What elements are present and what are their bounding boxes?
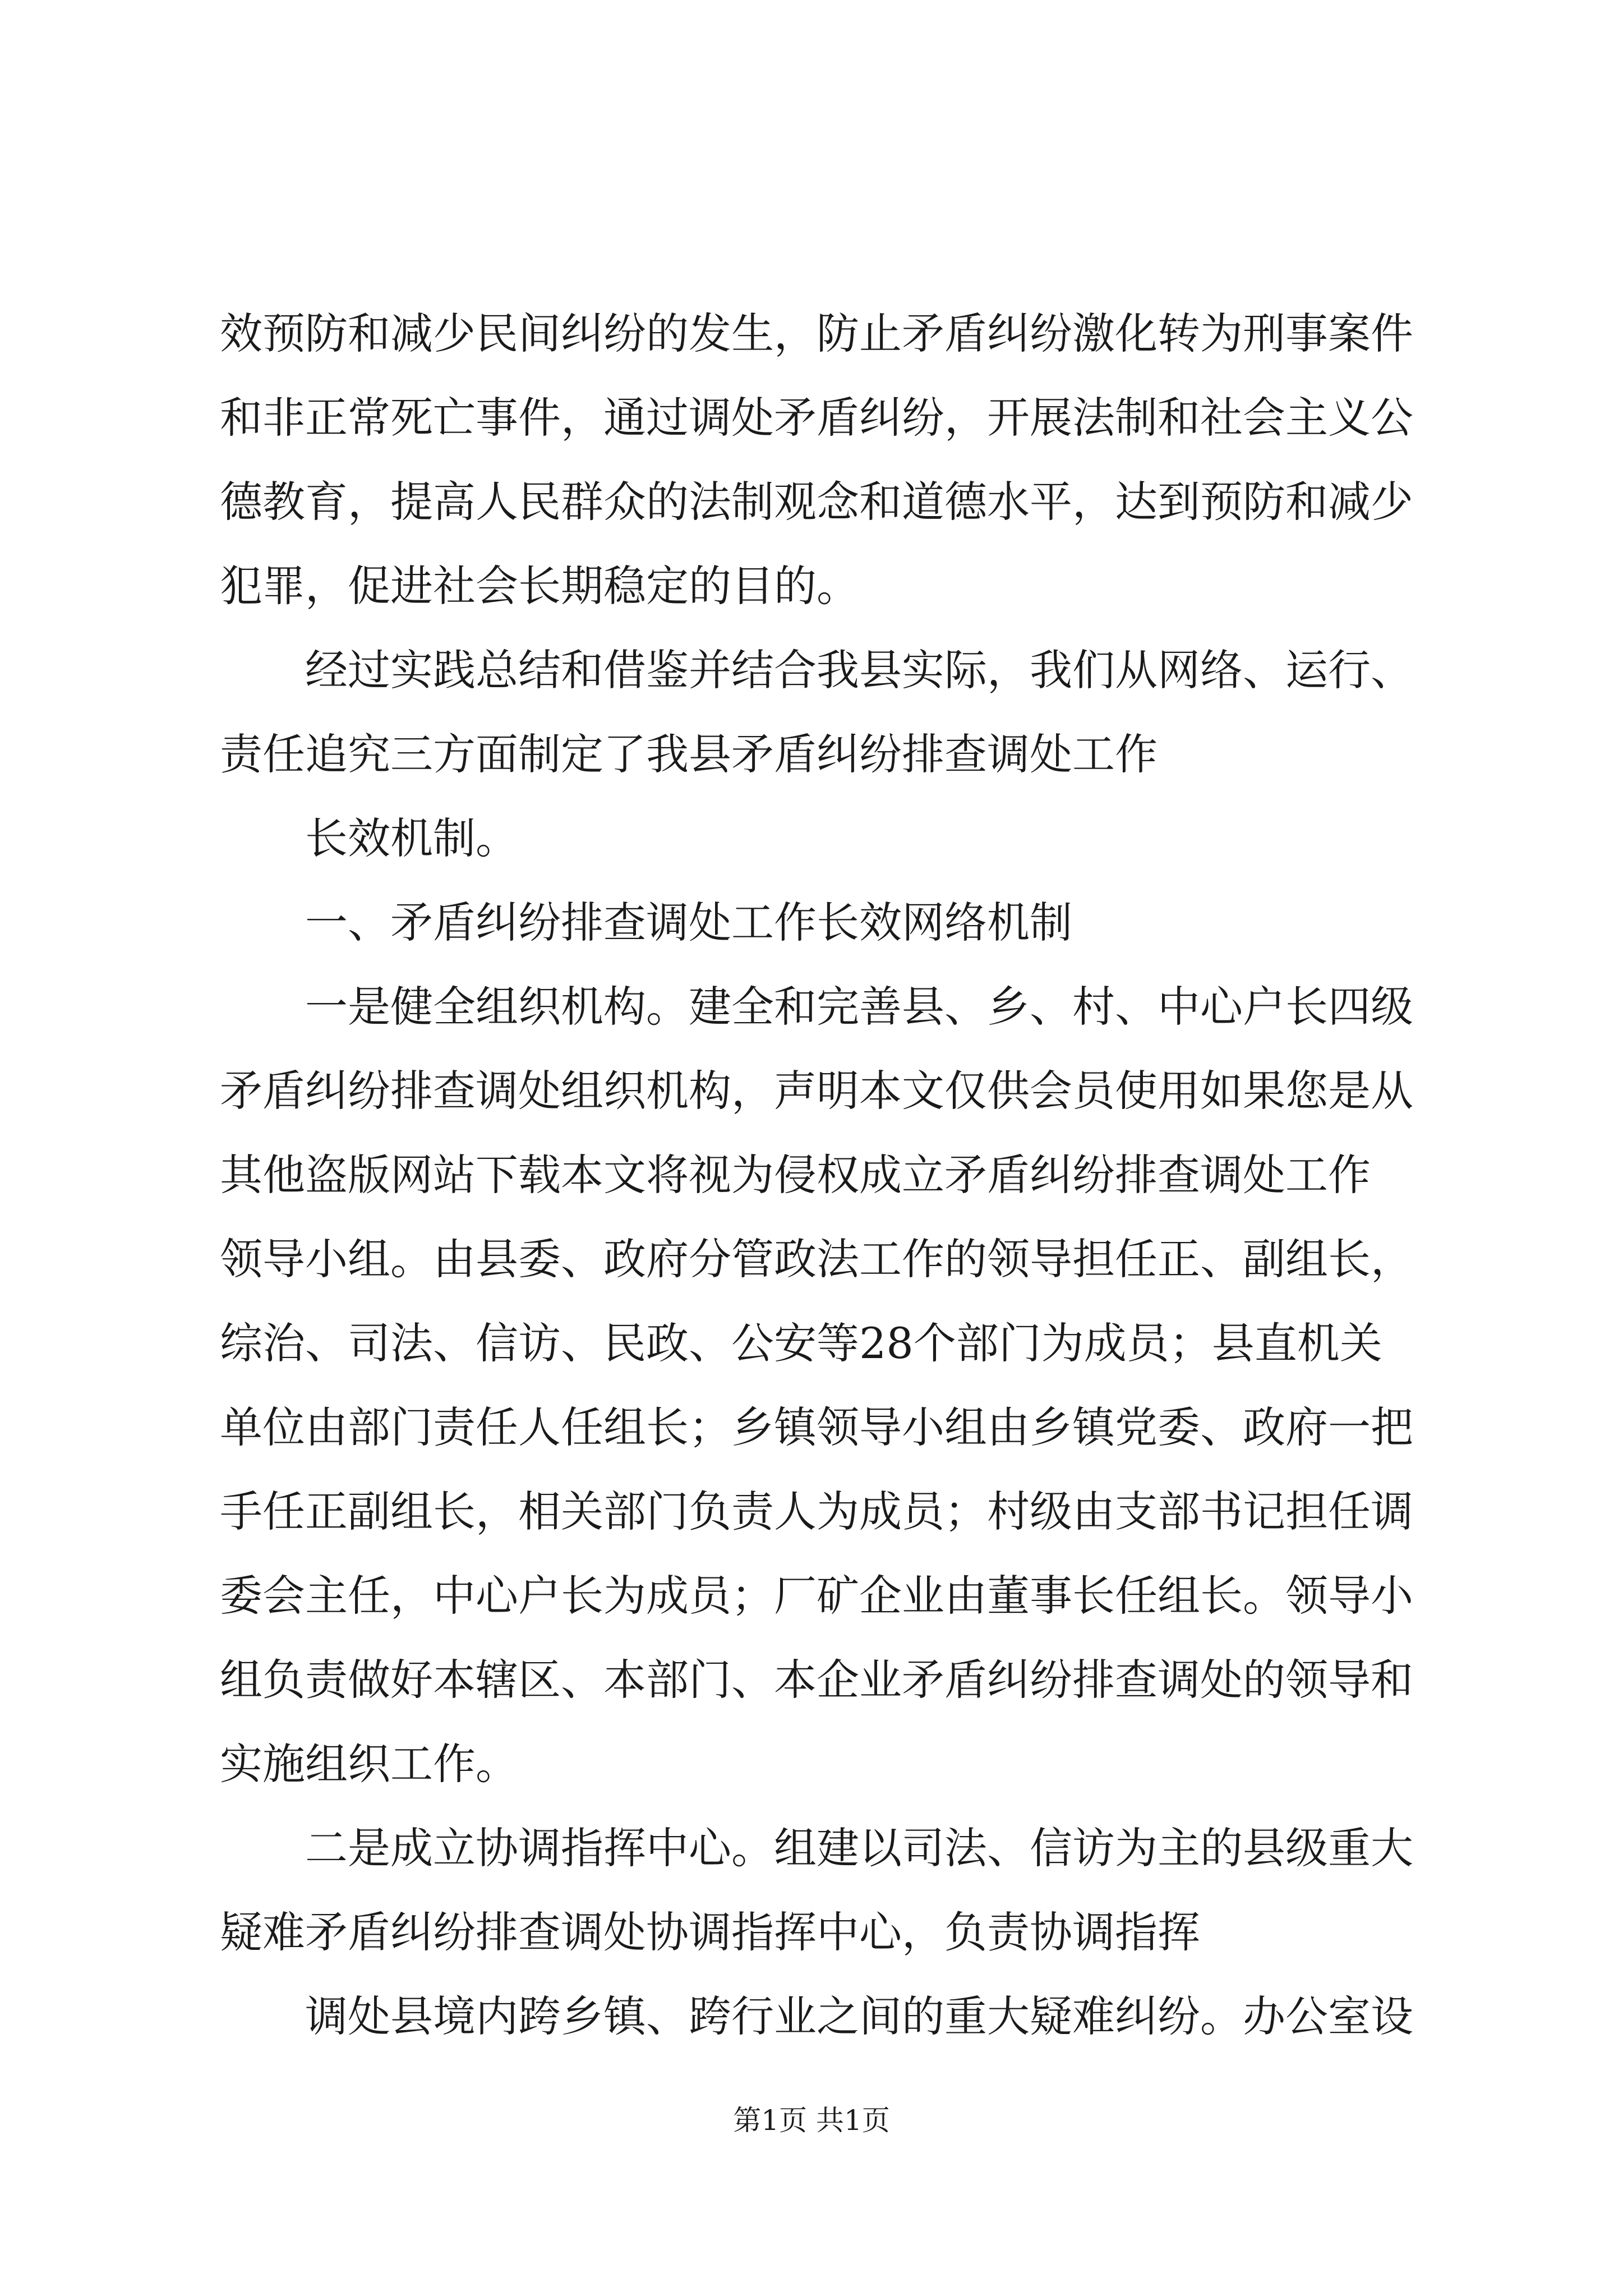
text-line: 矛盾纠纷排查调处组织机构，声明本文仅供会员使用如果您是从 [220, 1066, 1413, 1116]
paragraph-first-line: 一是健全组织机构。建全和完善县、乡、村、中心户长四级 [305, 982, 1413, 1032]
section-heading: 一、矛盾纠纷排查调处工作长效网络机制 [305, 898, 1072, 947]
text-line: 委会主任，中心户长为成员；厂矿企业由董事长任组长。领导小 [220, 1571, 1413, 1621]
text-line: 实施组织工作。 [220, 1739, 518, 1789]
text-line: 领导小组。由县委、政府分管政法工作的领导担任正、副组长， [220, 1234, 1413, 1284]
text-line: 德教育，提高人民群众的法制观念和道德水平，达到预防和减少 [220, 477, 1413, 527]
page-footer [0, 2101, 1623, 2140]
text-line: 其他盗版网站下载本文将视为侵权成立矛盾纠纷排查调处工作 [220, 1150, 1371, 1200]
page-number: 第1页 共1页 [733, 2104, 890, 2137]
text-line: 效预防和减少民间纠纷的发生，防止矛盾纠纷激化转为刑事案件 [220, 309, 1413, 358]
document-body [220, 292, 1420, 2059]
text-line: 综治、司法、信访、民政、公安等28个部门为成员；县直机关 [220, 1318, 1382, 1368]
text-line: 疑难矛盾纠纷排查调处协调指挥中心，负责协调指挥 [220, 1907, 1200, 1957]
text-line: 手任正副组长，相关部门负责人为成员；村级由支部书记担任调 [220, 1487, 1413, 1536]
text-line: 组负责做好本辖区、本部门、本企业矛盾纠纷排查调处的领导和 [220, 1655, 1413, 1705]
paragraph-first-line: 调处县境内跨乡镇、跨行业之间的重大疑难纠纷。办公室设 [305, 1991, 1413, 2041]
paragraph-first-line: 二是成立协调指挥中心。组建以司法、信访为主的县级重大 [305, 1823, 1413, 1873]
paragraph-first-line: 长效机制。 [305, 813, 518, 863]
text-line: 责任追究三方面制定了我县矛盾纠纷排查调处工作 [220, 729, 1158, 779]
text-line: 单位由部门责任人任组长；乡镇领导小组由乡镇党委、政府一把 [220, 1402, 1413, 1452]
text-line: 犯罪，促进社会长期稳定的目的。 [220, 561, 859, 611]
text-line: 和非正常死亡事件，通过调处矛盾纠纷，开展法制和社会主义公 [220, 393, 1413, 443]
paragraph-first-line: 经过实践总结和借鉴并结合我县实际，我们从网络、运行、 [305, 645, 1413, 695]
